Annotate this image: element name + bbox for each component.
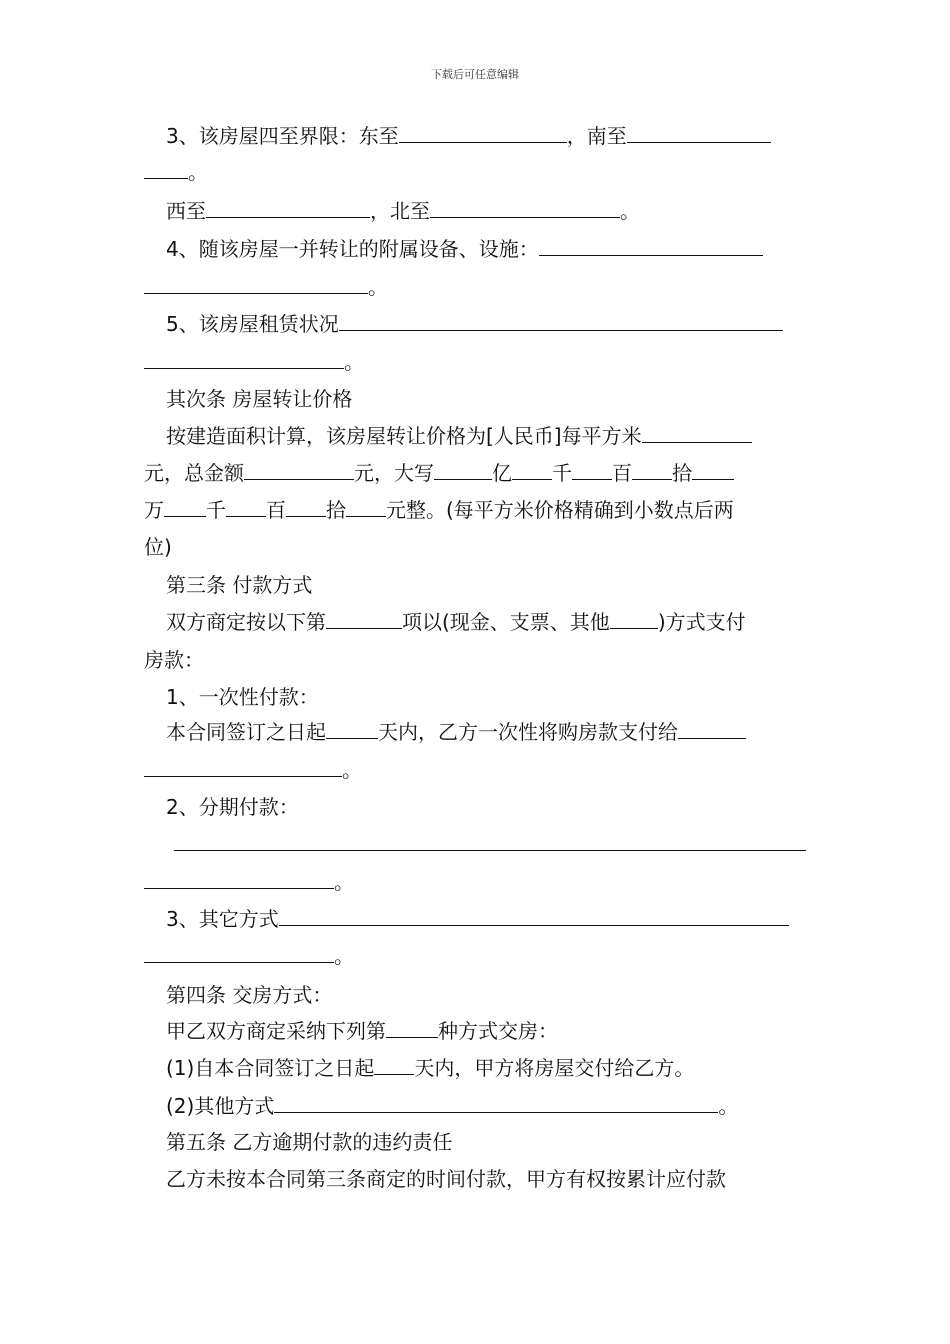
text: 。	[344, 350, 364, 374]
blank-method	[386, 1019, 438, 1038]
article-2-title: 其次条 房屋转让价格	[166, 387, 353, 411]
text: 元整。(每平方米价格精确到小数点后两	[386, 498, 734, 522]
text: 按建造面积计算，该房屋转让价格为[人民币]每平方米	[166, 424, 642, 448]
lump-sum-cont	[144, 758, 362, 782]
article-5-title: 第五条 乙方逾期付款的违约责任	[166, 1130, 453, 1154]
text: 3、该房屋四至界限：东至	[166, 124, 399, 148]
text: 。	[620, 199, 640, 223]
blank-south	[627, 124, 771, 143]
lump-sum-line	[166, 720, 746, 744]
article-3-title: 第三条 付款方式	[166, 573, 313, 597]
late-payment-line: 乙方未按本合同第三条商定的时间付款，甲方有权按累计应付款	[166, 1167, 726, 1191]
installment-cont	[144, 870, 354, 894]
text: 万	[144, 498, 164, 522]
text: 。	[718, 1094, 739, 1118]
text: 双方商定按以下第	[166, 610, 326, 634]
text: 3、其它方式	[166, 907, 279, 931]
blank-yuan	[346, 498, 386, 517]
blank-south-cont	[144, 160, 188, 179]
precision-note: 位)	[144, 535, 172, 559]
text: 。	[368, 275, 388, 299]
text: 百	[612, 461, 632, 485]
blank-facilities	[539, 237, 763, 256]
blank-yi	[434, 461, 492, 480]
text: ，南至	[566, 124, 627, 148]
total-line	[144, 461, 734, 485]
blank-west	[206, 199, 370, 218]
page-header: 下载后可任意编辑	[431, 68, 519, 81]
blank-lease	[339, 312, 783, 331]
blank-other-method-cont	[144, 944, 334, 963]
amount-line	[144, 498, 734, 522]
text: 天内，甲方将房屋交付给乙方。	[414, 1056, 695, 1080]
price-line	[166, 424, 752, 448]
blank-qian2	[164, 498, 206, 517]
other-method-cont	[144, 944, 354, 968]
text: 拾	[326, 498, 346, 522]
blank-east	[399, 124, 567, 143]
boundary-line-2	[144, 160, 208, 184]
text: ，北至	[370, 199, 430, 223]
text: 种方式交房：	[438, 1019, 558, 1043]
blank-bai2	[226, 498, 266, 517]
article-4-title: 第四条 交房方式：	[166, 983, 333, 1007]
text: 千	[552, 461, 572, 485]
blank-wan	[692, 461, 734, 480]
text: (2)其他方式	[166, 1094, 275, 1118]
text: 拾	[672, 461, 692, 485]
installment-blank-line	[174, 832, 806, 856]
facilities-line	[166, 237, 763, 261]
blank-other	[610, 610, 658, 629]
blank-installment	[174, 832, 806, 851]
text: 项以(现金、支票、其他	[402, 610, 610, 634]
text: 百	[266, 498, 286, 522]
text: 元，大写	[354, 461, 434, 485]
delivery-option-1	[166, 1056, 694, 1080]
blank-total	[244, 461, 354, 480]
blank-payee-cont	[144, 758, 342, 777]
blank-shi2	[286, 498, 326, 517]
text: 亿	[492, 461, 512, 485]
blank-item	[326, 610, 402, 629]
lease-line	[166, 312, 783, 336]
blank-days	[326, 720, 378, 739]
payment-line	[166, 610, 746, 634]
blank-payee	[678, 720, 746, 739]
text: (1)自本合同签订之日起	[166, 1056, 375, 1080]
text: 千	[206, 498, 226, 522]
blank-bai	[572, 461, 612, 480]
installment-title: 2、分期付款：	[166, 795, 299, 819]
text: )方式支付	[657, 610, 746, 634]
blank-other-method	[279, 907, 789, 926]
blank-delivery-other	[274, 1094, 718, 1113]
blank-shi	[632, 461, 672, 480]
text: 天内，乙方一次性将购房款支付给	[378, 720, 678, 744]
blank-installment-cont	[144, 870, 334, 889]
text: 。	[188, 160, 208, 184]
payment-cont: 房款：	[144, 648, 204, 672]
text: 甲乙双方商定采纳下列第	[166, 1019, 386, 1043]
lease-cont	[144, 350, 364, 374]
delivery-option-2	[166, 1094, 738, 1118]
text: 。	[334, 944, 354, 968]
text: 西至	[166, 199, 206, 223]
text: 5、该房屋租赁状况	[166, 312, 339, 336]
text: 本合同签订之日起	[166, 720, 326, 744]
blank-north	[430, 199, 620, 218]
other-method-line	[166, 907, 789, 931]
lump-sum-title: 1、一次性付款：	[166, 685, 319, 709]
text: 。	[334, 870, 354, 894]
blank-lease-cont	[144, 350, 344, 369]
delivery-line	[166, 1019, 558, 1043]
facilities-cont	[144, 275, 388, 299]
blank-delivery-days	[374, 1056, 414, 1075]
blank-facilities-cont	[144, 275, 368, 294]
text: 4、随该房屋一并转让的附属设备、设施：	[166, 237, 539, 261]
blank-qian	[512, 461, 552, 480]
text: 元，总金额	[144, 461, 244, 485]
boundary-line-1	[166, 124, 771, 148]
text: 。	[342, 758, 362, 782]
blank-unit-price	[642, 424, 752, 443]
boundary-line-3	[166, 199, 640, 223]
